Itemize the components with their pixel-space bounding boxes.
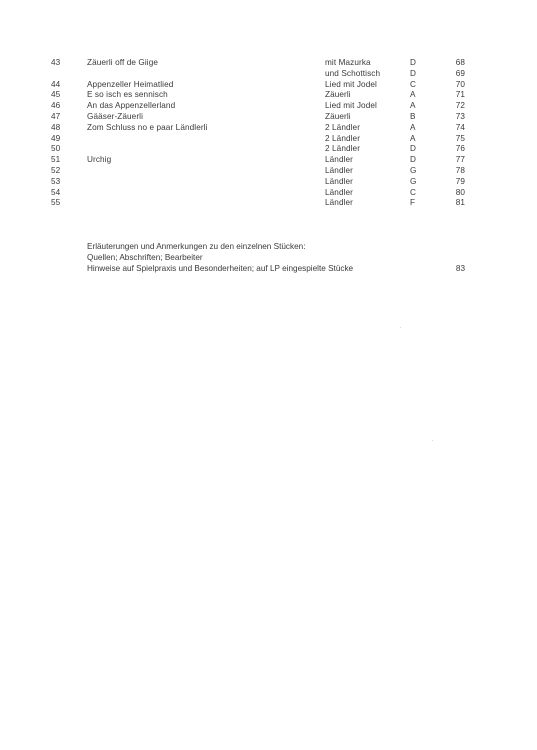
- toc-form: Ländler: [325, 198, 354, 208]
- toc-title: Zom Schluss no e paar Ländlerli: [87, 122, 208, 132]
- toc-page-number: 80: [455, 187, 465, 197]
- toc-row: [0, 58, 537, 69]
- toc-key: B: [410, 111, 416, 121]
- toc-row: [0, 144, 537, 155]
- toc-page-number: 78: [455, 165, 465, 175]
- toc-row: [0, 69, 537, 80]
- toc-number: 47: [51, 111, 61, 121]
- toc-number: 43: [51, 58, 61, 67]
- toc-page-number: 69: [455, 68, 465, 78]
- toc-form: mit Mazurka: [325, 58, 371, 67]
- toc-row: [0, 198, 537, 209]
- toc-title: Appenzeller Heimatlied: [87, 79, 174, 89]
- toc-number: 51: [51, 155, 61, 165]
- notes-page-number: 83: [455, 263, 465, 273]
- toc-row: [0, 112, 537, 123]
- toc-title: Zäuerli off de Giige: [87, 58, 159, 67]
- toc-row: [0, 188, 537, 199]
- toc-form: und Schottisch: [325, 68, 381, 78]
- toc-form: Zäuerli: [325, 90, 351, 100]
- toc-title: E so isch es sennisch: [87, 90, 168, 100]
- toc-row: [0, 101, 537, 112]
- toc-page-number: 75: [455, 133, 465, 143]
- toc-page-number: 72: [455, 101, 465, 111]
- notes-section: [87, 242, 477, 274]
- notes-sources-line: [87, 253, 477, 264]
- toc-page-number: 81: [455, 198, 465, 208]
- notes-hints-text: Hinweise auf Spielpraxis und Besonderheiten; auf LP eingespielte Stücke: [87, 263, 354, 273]
- toc-key: C: [410, 79, 417, 89]
- toc-form: 2 Ländler: [325, 122, 361, 132]
- toc-key: F: [410, 198, 416, 208]
- toc-key: D: [410, 58, 417, 67]
- notes-hints-line: [87, 264, 477, 275]
- toc-key: C: [410, 187, 417, 197]
- scan-speck: [432, 440, 433, 441]
- toc-key: A: [410, 122, 416, 132]
- table-of-contents: [0, 58, 537, 209]
- toc-row: [0, 177, 537, 188]
- toc-row: [0, 166, 537, 177]
- toc-row: [0, 155, 537, 166]
- toc-key: G: [410, 165, 417, 175]
- toc-page-number: 77: [455, 155, 465, 165]
- toc-key: G: [410, 176, 417, 186]
- toc-number: 48: [51, 122, 61, 132]
- toc-title: Gääser-Zäuerli: [87, 111, 144, 121]
- toc-key: D: [410, 155, 417, 165]
- toc-key: A: [410, 133, 416, 143]
- toc-page-number: 71: [455, 90, 465, 100]
- toc-form: Lied mit Jodel: [325, 79, 377, 89]
- scan-speck: [400, 327, 401, 328]
- toc-form: 2 Ländler: [325, 144, 361, 154]
- toc-key: A: [410, 101, 416, 111]
- toc-title: An das Appenzellerland: [87, 101, 176, 111]
- toc-page-number: 70: [455, 79, 465, 89]
- toc-page-number: 73: [455, 111, 465, 121]
- toc-number: 46: [51, 101, 61, 111]
- toc-number: 55: [51, 198, 61, 208]
- toc-page-number: 79: [455, 176, 465, 186]
- toc-number: 44: [51, 79, 61, 89]
- toc-form: Lied mit Jodel: [325, 101, 377, 111]
- toc-form: Zäuerli: [325, 111, 351, 121]
- toc-form: Ländler: [325, 165, 354, 175]
- toc-row: [0, 123, 537, 134]
- toc-form: Ländler: [325, 176, 354, 186]
- toc-number: 49: [51, 133, 61, 143]
- toc-page-number: 68: [455, 58, 465, 67]
- toc-number: 52: [51, 165, 61, 175]
- notes-sources-text: Quellen; Abschriften; Bearbeiter: [87, 252, 203, 262]
- toc-form: Ländler: [325, 187, 354, 197]
- toc-key: D: [410, 68, 417, 78]
- toc-number: 54: [51, 187, 61, 197]
- toc-key: A: [410, 90, 416, 100]
- notes-heading-text: Erläuterungen und Anmerkungen zu den einzelnen Stücken:: [87, 242, 306, 251]
- toc-row: [0, 80, 537, 91]
- toc-form: Ländler: [325, 155, 354, 165]
- notes-heading: [87, 242, 477, 253]
- toc-row: [0, 134, 537, 145]
- toc-page-number: 74: [455, 122, 465, 132]
- toc-row: [0, 90, 537, 101]
- toc-key: D: [410, 144, 417, 154]
- toc-title: Urchig: [87, 155, 112, 165]
- toc-number: 45: [51, 90, 61, 100]
- toc-page-number: 76: [455, 144, 465, 154]
- toc-number: 50: [51, 144, 61, 154]
- toc-number: 53: [51, 176, 61, 186]
- toc-form: 2 Ländler: [325, 133, 361, 143]
